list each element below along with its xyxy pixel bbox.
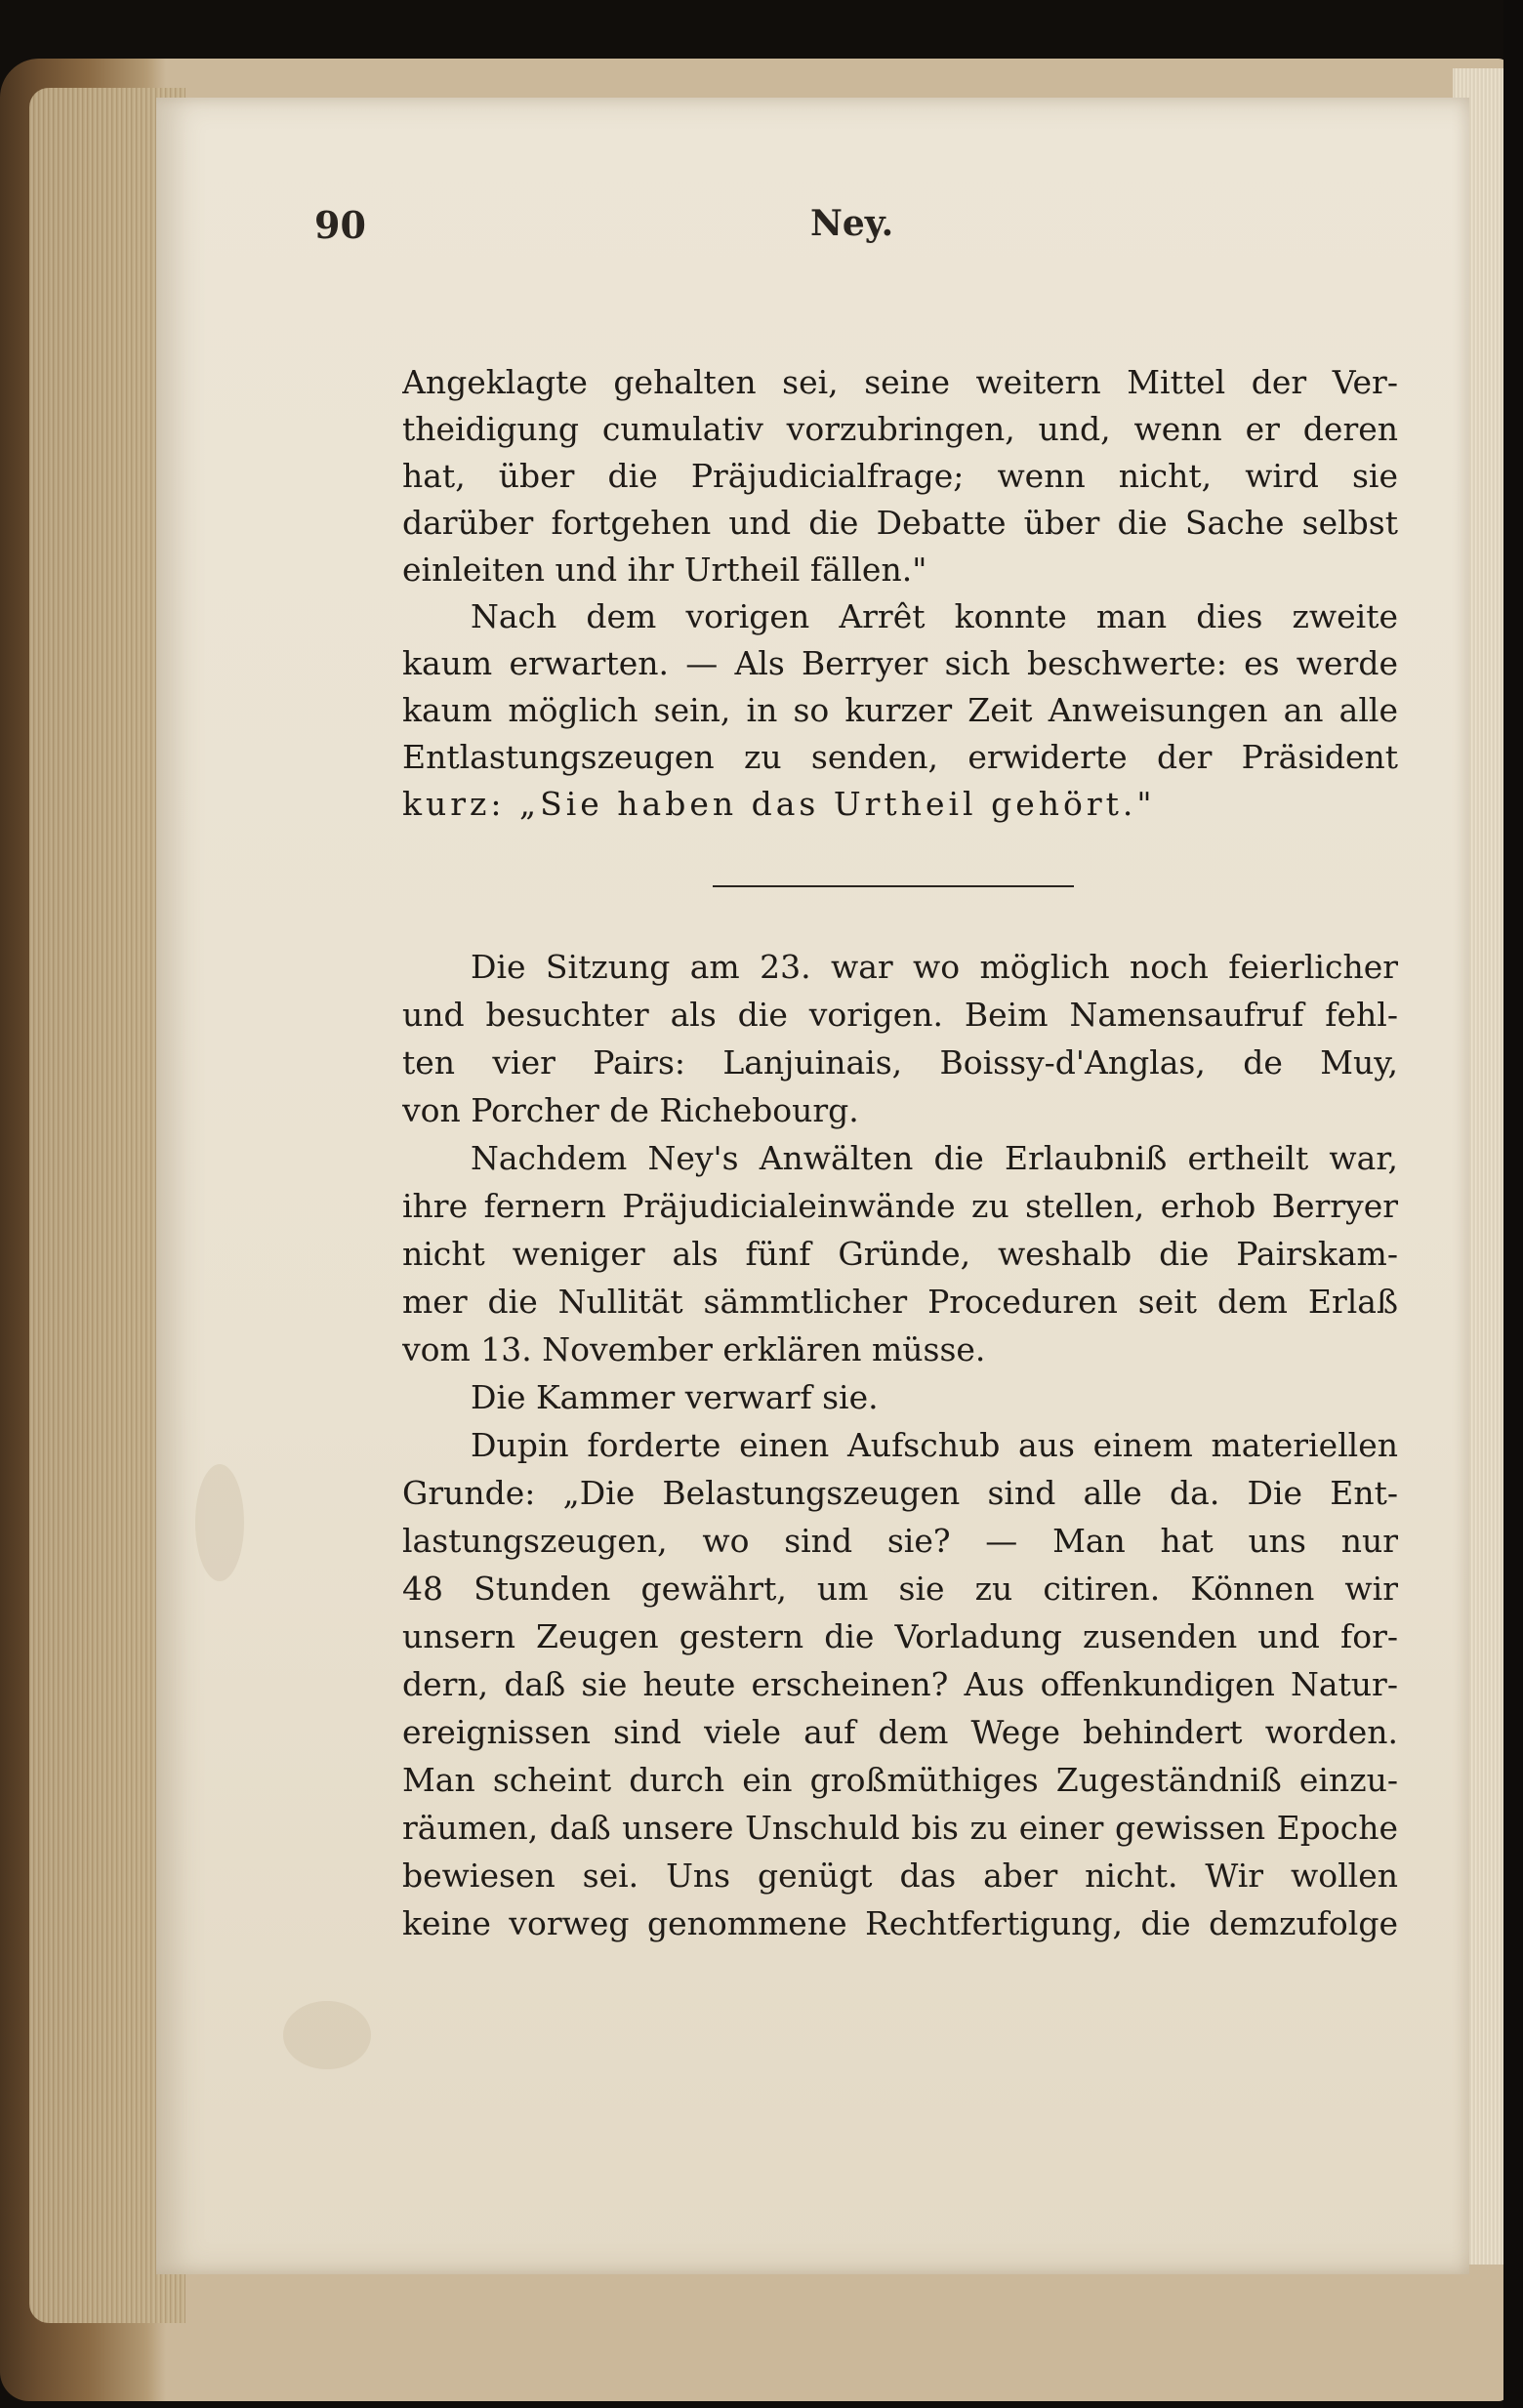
text-line: Angeklagte gehalten sei, seine weitern Mittel der Ver- [402, 363, 1398, 401]
text-line: 48 Stunden gewährt, um sie zu citiren. Können wir [402, 1570, 1398, 1608]
text-line: einleiten und ihr Urtheil fällen." [402, 551, 927, 589]
text-line: theidigung cumulativ vorzubringen, und, wenn er deren [402, 410, 1398, 448]
text-line: ihre fernern Präjudicialeinwände zu stellen, erhob Berryer [402, 1187, 1398, 1225]
text-line: mer die Nullität sämmtlicher Proceduren seit dem Erlaß [402, 1283, 1398, 1321]
text-line: darüber fortgehen und die Debatte über die Sache selbst [402, 504, 1398, 542]
page-number: 90 [314, 203, 366, 247]
text-line: nicht weniger als fünf Gründe, weshalb die Pairskam- [402, 1235, 1398, 1273]
text-line: Die Sitzung am 23. war wo möglich noch feierlicher [471, 948, 1398, 986]
text-line: hat, über die Präjudicialfrage; wenn nicht, wird sie [402, 457, 1398, 495]
text-line: Nach dem vorigen Arrêt konnte man dies zweite [471, 597, 1398, 635]
text-line: lastungszeugen, wo sind sie? — Man hat uns nur [402, 1522, 1398, 1560]
background-right [1503, 0, 1523, 2408]
text-line: Grunde: „Die Belastungszeugen sind alle da. Die Ent- [402, 1474, 1398, 1512]
text-line: ten vier Pairs: Lanjuinais, Boissy-d'Anglas, de Muy, [402, 1043, 1398, 1082]
text-line: kaum möglich sein, in so kurzer Zeit Anweisungen an alle [402, 691, 1398, 729]
text-line: Nachdem Ney's Anwälten die Erlaubniß ertheilt war, [471, 1139, 1398, 1177]
text-line: kaum erwarten. — Als Berryer sich beschwerte: es werde [402, 644, 1398, 682]
text-line: unsern Zeugen gestern die Vorladung zusenden und for- [402, 1617, 1398, 1655]
text-line: Man scheint durch ein großmüthiges Zugeständniß einzu- [402, 1761, 1398, 1799]
text-block-top [402, 359, 1398, 828]
text-block-bottom [402, 943, 1398, 1947]
text-line: bewiesen sei. Uns genügt das aber nicht. Wir wollen [402, 1857, 1398, 1895]
text-line: und besuchter als die vorigen. Beim Namensaufruf fehl- [402, 996, 1398, 1034]
text-line: ereignissen sind viele auf dem Wege behindert worden. [402, 1713, 1398, 1751]
page-stain [283, 2001, 371, 2069]
text-line: räumen, daß unsere Unschuld bis zu einer gewissen Epoche [402, 1809, 1398, 1847]
text-line: vom 13. November erklären müsse. [402, 1330, 986, 1368]
text-line: Die Kammer verwarf sie. [471, 1378, 879, 1416]
text-line: keine vorweg genommene Rechtfertigung, die demzufolge [402, 1904, 1398, 1942]
text-line: von Porcher de Richebourg. [402, 1091, 859, 1129]
text-line: Entlastungszeugen zu senden, erwiderte der Präsident [402, 738, 1398, 776]
section-divider [713, 885, 1074, 887]
text-line: Dupin forderte einen Aufschub aus einem materiellen [471, 1426, 1398, 1464]
text-line: kurz: „Sie haben das Urtheil gehört." [402, 785, 1156, 823]
page-stain [195, 1464, 244, 1581]
text-line: dern, daß sie heute erscheinen? Aus offenkundigen Natur- [402, 1665, 1398, 1703]
running-title: Ney. [810, 203, 894, 244]
